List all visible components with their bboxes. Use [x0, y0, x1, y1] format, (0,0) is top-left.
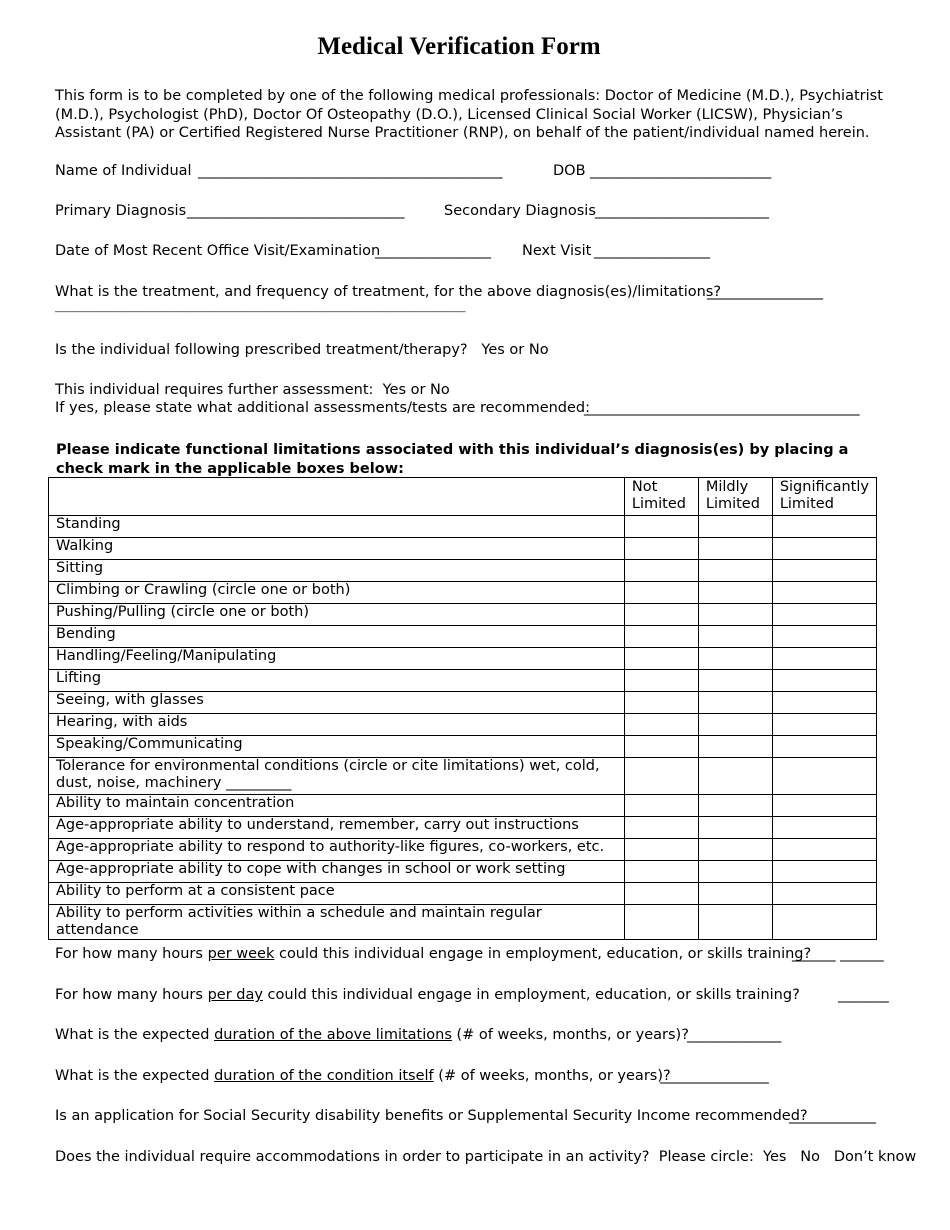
limitation-label: Age-appropriate ability to cope with changes in school or work setting: [49, 861, 625, 883]
table-row: [49, 905, 877, 940]
mildly-limited-checkbox[interactable]: [698, 692, 772, 714]
hours-per-day-question: [55, 987, 800, 1003]
not-limited-checkbox[interactable]: [624, 883, 698, 905]
mildly-limited-checkbox[interactable]: [698, 648, 772, 670]
table-row: [49, 736, 877, 758]
limitation-label: Hearing, with aids: [49, 714, 625, 736]
column-header-not-limited: Not Limited: [624, 478, 698, 516]
significantly-limited-checkbox[interactable]: [772, 626, 876, 648]
intro-paragraph: This form is to be completed by one of the following medical professionals: Doctor of Medicine (M.D.), Psychiatrist (M.D.), Psychologist (PhD), Doctor Of Osteopathy (D.O.), Licensed Clinical Social Worker (LICSW), Physician’s Assistant (PA) or Certified Registered Nurse Practitioner (RNP), on behalf of the patient/individual named herein.: [55, 88, 883, 141]
not-limited-checkbox[interactable]: [624, 604, 698, 626]
significantly-limited-checkbox[interactable]: [772, 692, 876, 714]
not-limited-checkbox[interactable]: [624, 795, 698, 817]
table-row: [49, 538, 877, 560]
mildly-limited-checkbox[interactable]: [698, 516, 772, 538]
mildly-limited-checkbox[interactable]: [698, 626, 772, 648]
hours-per-week-question: [55, 946, 811, 962]
assessment-followup: If yes, please state what additional assessments/tests are recommended:: [55, 400, 591, 416]
hours-per-day-field[interactable]: _______: [838, 987, 889, 1003]
q4-text-b: (# of weeks, months, or years)?: [433, 1068, 671, 1084]
limitation-label: Climbing or Crawling (circle one or both): [49, 582, 625, 604]
limitation-label: Speaking/Communicating: [49, 736, 625, 758]
limitation-label: Age-appropriate ability to respond to authority-like figures, co-workers, etc.: [49, 839, 625, 861]
significantly-limited-checkbox[interactable]: [772, 648, 876, 670]
secondary-diagnosis-label: Secondary Diagnosis: [444, 203, 596, 219]
mildly-limited-checkbox[interactable]: [698, 795, 772, 817]
not-limited-checkbox[interactable]: [624, 839, 698, 861]
table-row: [49, 582, 877, 604]
limitation-label: Pushing/Pulling (circle one or both): [49, 604, 625, 626]
following-treatment-question: Is the individual following prescribed treatment/therapy? Yes or No: [55, 342, 549, 358]
primary-diagnosis-label: Primary Diagnosis: [55, 203, 187, 219]
limitation-label: Ability to perform at a consistent pace: [49, 883, 625, 905]
significantly-limited-checkbox[interactable]: [772, 714, 876, 736]
table-row: [49, 758, 877, 795]
q3-text-b: (# of weeks, months, or years)?: [451, 1027, 689, 1043]
not-limited-checkbox[interactable]: [624, 582, 698, 604]
table-row: [49, 795, 877, 817]
mildly-limited-checkbox[interactable]: [698, 538, 772, 560]
column-header-mildly-limited: Mildly Limited: [698, 478, 772, 516]
significantly-limited-checkbox[interactable]: [772, 516, 876, 538]
table-row: [49, 648, 877, 670]
mildly-limited-checkbox[interactable]: [698, 905, 772, 940]
limitation-label: Standing: [49, 516, 625, 538]
q2-underlined: per day: [207, 987, 263, 1003]
q1-text-a: For how many hours: [55, 946, 208, 962]
mildly-limited-checkbox[interactable]: [698, 758, 772, 795]
mildly-limited-checkbox[interactable]: [698, 839, 772, 861]
not-limited-checkbox[interactable]: [624, 692, 698, 714]
significantly-limited-checkbox[interactable]: [772, 582, 876, 604]
table-row: [49, 817, 877, 839]
significantly-limited-checkbox[interactable]: [772, 883, 876, 905]
recent-visit-field[interactable]: ________________: [375, 243, 491, 259]
significantly-limited-checkbox[interactable]: [772, 670, 876, 692]
condition-duration-question: [55, 1068, 671, 1084]
mildly-limited-checkbox[interactable]: [698, 582, 772, 604]
assessment-question: This individual requires further assessment: Yes or No: [55, 382, 450, 398]
significantly-limited-checkbox[interactable]: [772, 538, 876, 560]
table-row: [49, 516, 877, 538]
limitation-label: Sitting: [49, 560, 625, 582]
limitation-label: Ability to perform activities within a schedule and maintain regular attendance: [49, 905, 625, 940]
column-header-limitation: [49, 478, 625, 516]
hours-per-week-field[interactable]: ______ ______: [792, 946, 884, 962]
q2-text-b: could this individual engage in employment, education, or skills training?: [262, 987, 800, 1003]
limitations-duration-question: [55, 1027, 689, 1043]
q3-underlined: duration of the above limitations: [214, 1027, 452, 1043]
q2-text-a: For how many hours: [55, 987, 208, 1003]
limitation-label: Age-appropriate ability to understand, remember, carry out instructions: [49, 817, 625, 839]
significantly-limited-checkbox[interactable]: [772, 560, 876, 582]
next-visit-field[interactable]: ________________: [594, 243, 710, 259]
not-limited-checkbox[interactable]: [624, 560, 698, 582]
secondary-diagnosis-field[interactable]: ________________________: [595, 203, 769, 219]
dob-label: DOB: [553, 163, 586, 179]
mildly-limited-checkbox[interactable]: [698, 861, 772, 883]
q1-text-b: could this individual engage in employment, education, or skills training?: [274, 946, 812, 962]
table-row: [49, 604, 877, 626]
table-row: [49, 626, 877, 648]
form-title: Medical Verification Form: [317, 33, 601, 60]
table-row: [49, 839, 877, 861]
q3-text-a: What is the expected: [55, 1027, 215, 1043]
treatment-field-line[interactable]: __________________________________________________________________________________________________: [55, 302, 466, 312]
q4-underlined: duration of the condition itself: [214, 1068, 434, 1084]
significantly-limited-checkbox[interactable]: [772, 795, 876, 817]
not-limited-checkbox[interactable]: [624, 670, 698, 692]
table-row: [49, 692, 877, 714]
primary-diagnosis-field[interactable]: ______________________________: [187, 203, 405, 219]
table-row: [49, 861, 877, 883]
name-field[interactable]: __________________________________________: [198, 163, 503, 179]
mildly-limited-checkbox[interactable]: [698, 736, 772, 758]
name-label: Name of Individual: [55, 163, 192, 179]
significantly-limited-checkbox[interactable]: [772, 817, 876, 839]
table-row: [49, 670, 877, 692]
condition-duration-field[interactable]: _______________: [660, 1068, 769, 1084]
not-limited-checkbox[interactable]: [624, 905, 698, 940]
table-row: [49, 883, 877, 905]
mildly-limited-checkbox[interactable]: [698, 604, 772, 626]
not-limited-checkbox[interactable]: [624, 758, 698, 795]
dob-field[interactable]: _________________________: [590, 163, 772, 179]
column-header-significantly-limited: Significantly Limited: [772, 478, 876, 516]
limitations-duration-field[interactable]: _____________: [687, 1027, 782, 1043]
not-limited-checkbox[interactable]: [624, 817, 698, 839]
significantly-limited-checkbox[interactable]: [772, 861, 876, 883]
significantly-limited-checkbox[interactable]: [772, 758, 876, 795]
limitation-label: Handling/Feeling/Manipulating: [49, 648, 625, 670]
mildly-limited-checkbox[interactable]: [698, 560, 772, 582]
not-limited-checkbox[interactable]: [624, 648, 698, 670]
assessment-field[interactable]: ______________________________________: [584, 400, 860, 416]
mildly-limited-checkbox[interactable]: [698, 670, 772, 692]
ssi-field[interactable]: ____________: [789, 1108, 876, 1124]
not-limited-checkbox[interactable]: [624, 516, 698, 538]
limitation-label: Ability to maintain concentration: [49, 795, 625, 817]
mildly-limited-checkbox[interactable]: [698, 883, 772, 905]
mildly-limited-checkbox[interactable]: [698, 714, 772, 736]
treatment-question: What is the treatment, and frequency of treatment, for the above diagnosis(es)/limitations?: [55, 284, 722, 300]
table-heading: Please indicate functional limitations associated with this individual’s diagnosis(es) by placing a check mark in the applicable boxes below:: [56, 442, 849, 477]
limitation-label: Bending: [49, 626, 625, 648]
mildly-limited-checkbox[interactable]: [698, 817, 772, 839]
not-limited-checkbox[interactable]: [624, 861, 698, 883]
q1-underlined: per week: [207, 946, 275, 962]
not-limited-checkbox[interactable]: [624, 736, 698, 758]
treatment-field[interactable]: ________________: [707, 284, 823, 300]
table-row: [49, 714, 877, 736]
next-visit-label: Next Visit: [522, 243, 592, 259]
table-header-row: [49, 478, 877, 516]
accommodations-question: Does the individual require accommodations in order to participate in an activity? Please circle: Yes No Don’t know: [55, 1149, 917, 1165]
limitation-label: Walking: [49, 538, 625, 560]
functional-limitations-table: [48, 477, 877, 940]
ssi-question: Is an application for Social Security disability benefits or Supplemental Security Income recommended?: [55, 1108, 808, 1124]
not-limited-checkbox[interactable]: [624, 538, 698, 560]
not-limited-checkbox[interactable]: [624, 626, 698, 648]
significantly-limited-checkbox[interactable]: [772, 604, 876, 626]
limitation-label: Lifting: [49, 670, 625, 692]
recent-visit-label: Date of Most Recent Office Visit/Examination: [55, 243, 381, 259]
limitation-label: Seeing, with glasses: [49, 692, 625, 714]
significantly-limited-checkbox[interactable]: [772, 839, 876, 861]
not-limited-checkbox[interactable]: [624, 714, 698, 736]
significantly-limited-checkbox[interactable]: [772, 905, 876, 940]
table-row: [49, 560, 877, 582]
limitation-label: Tolerance for environmental conditions (circle or cite limitations) wet, cold, dust, noise, machinery _________: [49, 758, 625, 795]
significantly-limited-checkbox[interactable]: [772, 736, 876, 758]
q4-text-a: What is the expected: [55, 1068, 215, 1084]
